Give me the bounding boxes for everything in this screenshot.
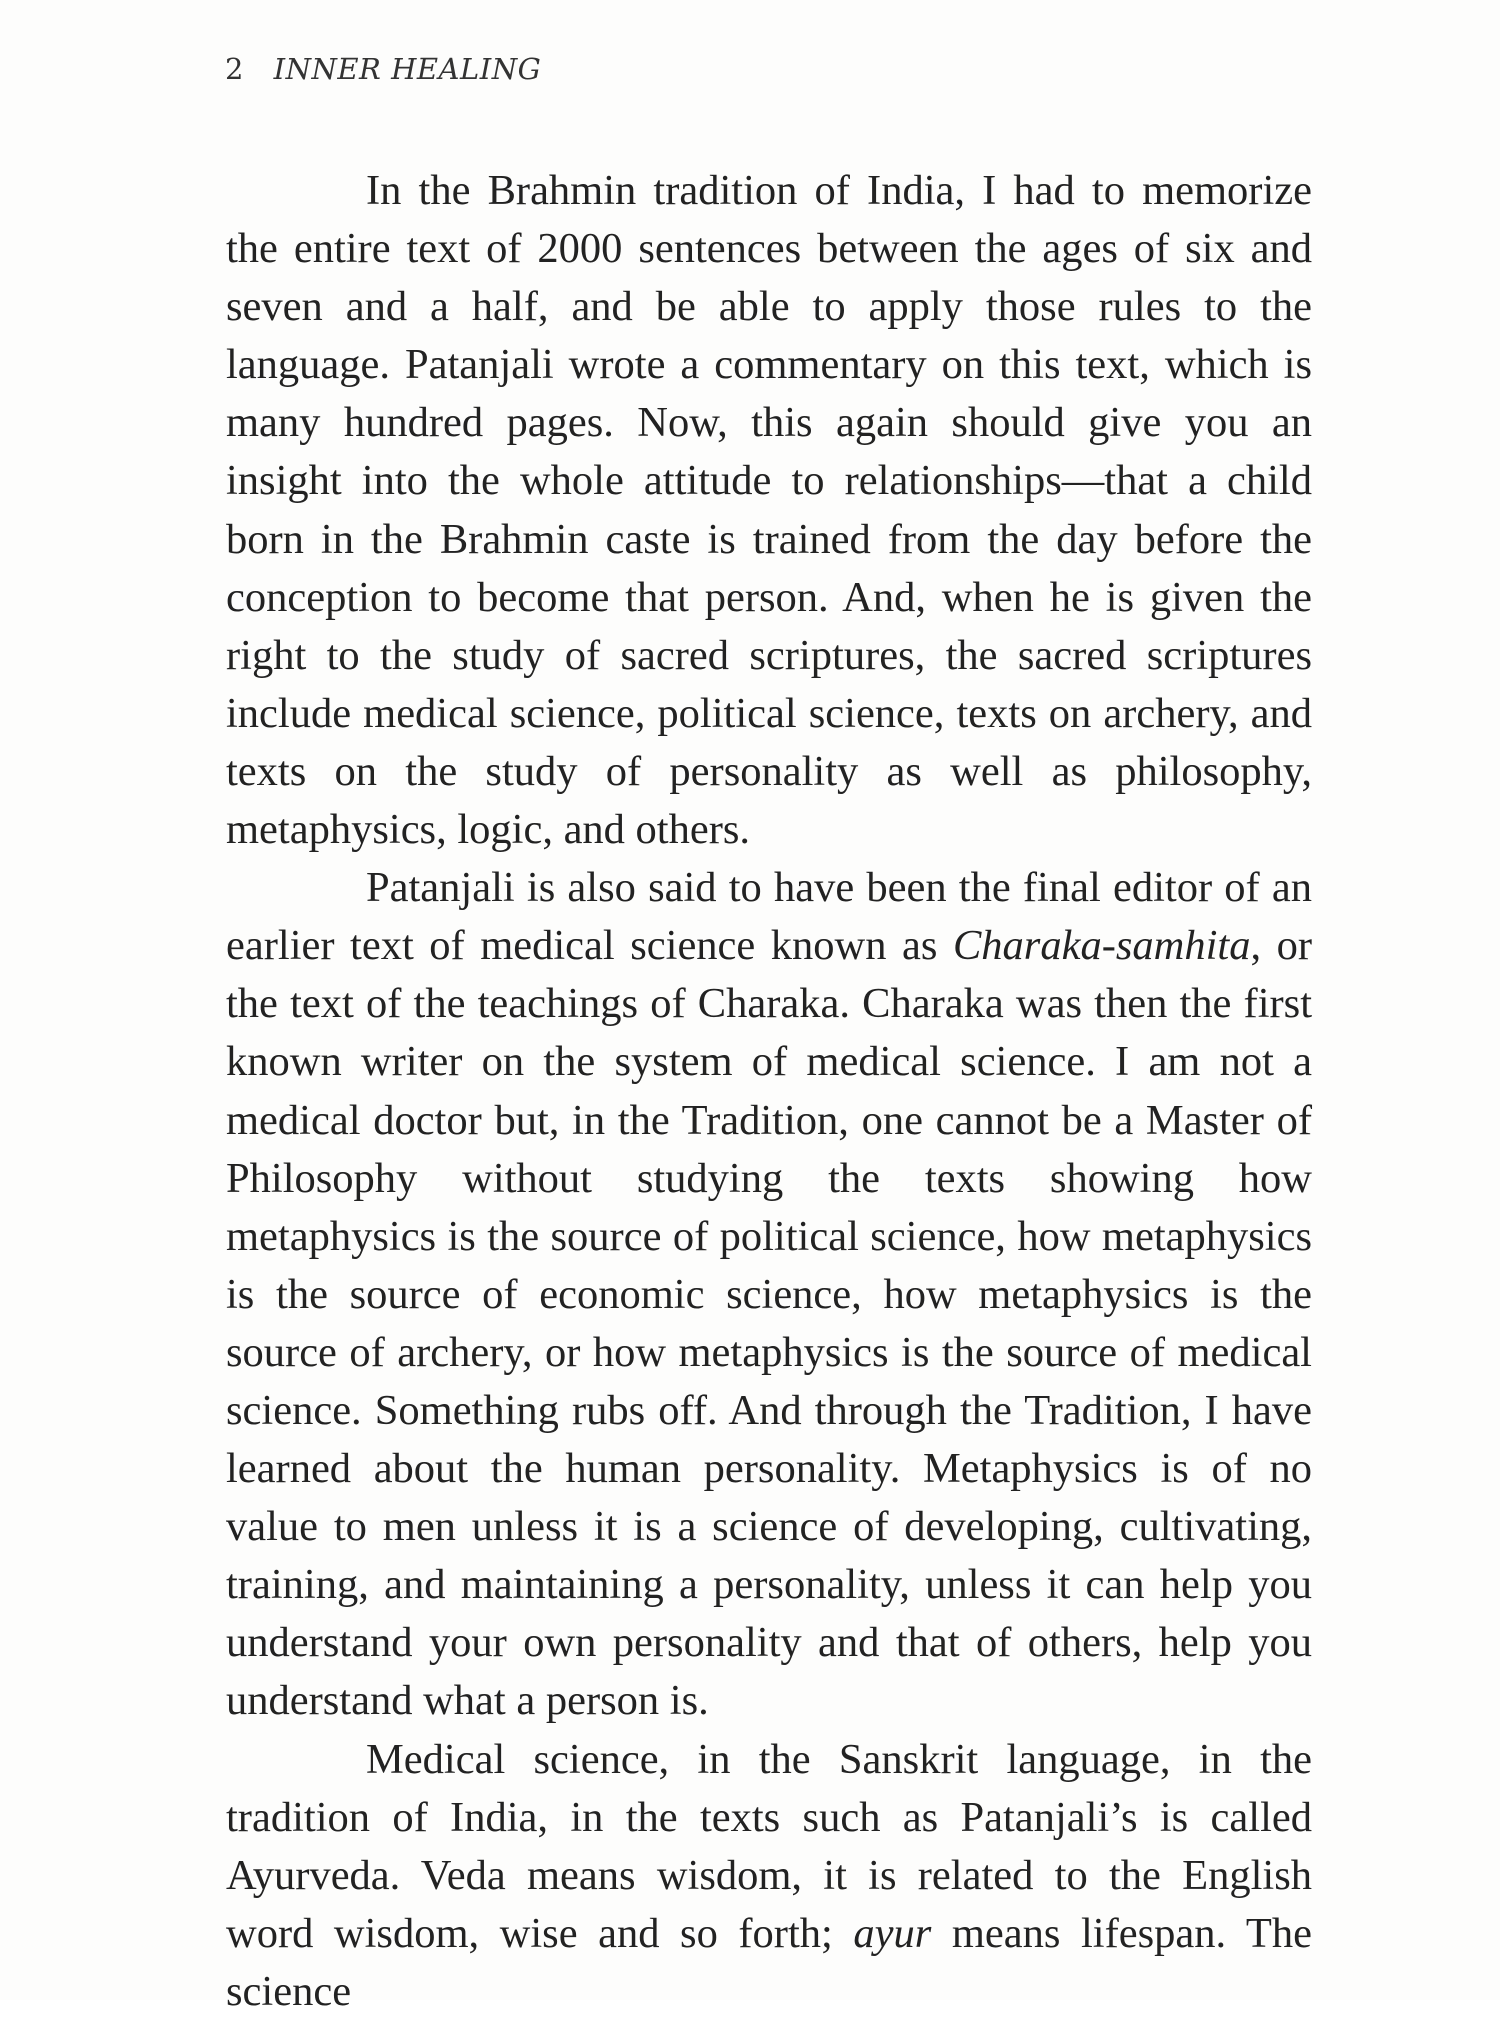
paragraph-2 [226,859,1312,1730]
paragraph-3-text-a: Medical science, in the Sanskrit language, in the tradition of India, in the texts such as Patanjali’s is called Ayurveda. Veda means wisdom, it is related to the English word wisdom, wise and so forth; [226,1735,1312,1957]
paragraph-2-text-b: , or the text of the teachings of Charaka. Charaka was then the first known writer on the system of medical science. I am not a medical doctor but, in the Tradition, one cannot be a Master of Philosophy without studying the texts showing how metaphysics is the source of political science, how metaphysics is the source of economic science, how metaphysics is the source of archery, or how metaphysics is the source of medical science. Something rubs off. And through the Tradition, I have learned about the human personality. Metaphysics is of no value to men unless it is a science of developing, cultivating, training, and maintaining a personality, unless it can help you understand your own personality and that of others, help you understand what a person is. [226,922,1313,1725]
book-title-charaka-samhita: Charaka-samhita [952,922,1251,970]
body-text [226,162,1312,2021]
paragraph-2-text-a: Patanjali is also said to have been the final editor of an earlier text of medical science known as [226,864,1312,970]
paragraph-1-text: In the Brahmin tradition of India, I had to memorize the entire text of 2000 sentences between the ages of six and seven and a half, and be able to apply those rules to the language. Patanjali wrote a commentary on this text, which is many hundred pages. Now, this again should give you an insight into the whole attitude to relationships—that a child born in the Brahmin caste is trained from the day before the conception to become that person. And, when he is given the right to the study of sacred scriptures, the sacred scriptures include medical science, political science, texts on archery, and texts on the study of personality as well as philosophy, metaphysics, logic, and others. [226,167,1312,854]
page-number: 2 [225,52,244,86]
running-head [225,52,541,86]
paragraph-3-text-b: means lifespan. The science [226,1909,1313,2015]
paragraph-1 [226,162,1312,859]
running-head-title: INNER HEALING [273,52,542,86]
term-ayur: ayur [853,1909,932,1957]
paragraph-3 [226,1731,1312,2021]
